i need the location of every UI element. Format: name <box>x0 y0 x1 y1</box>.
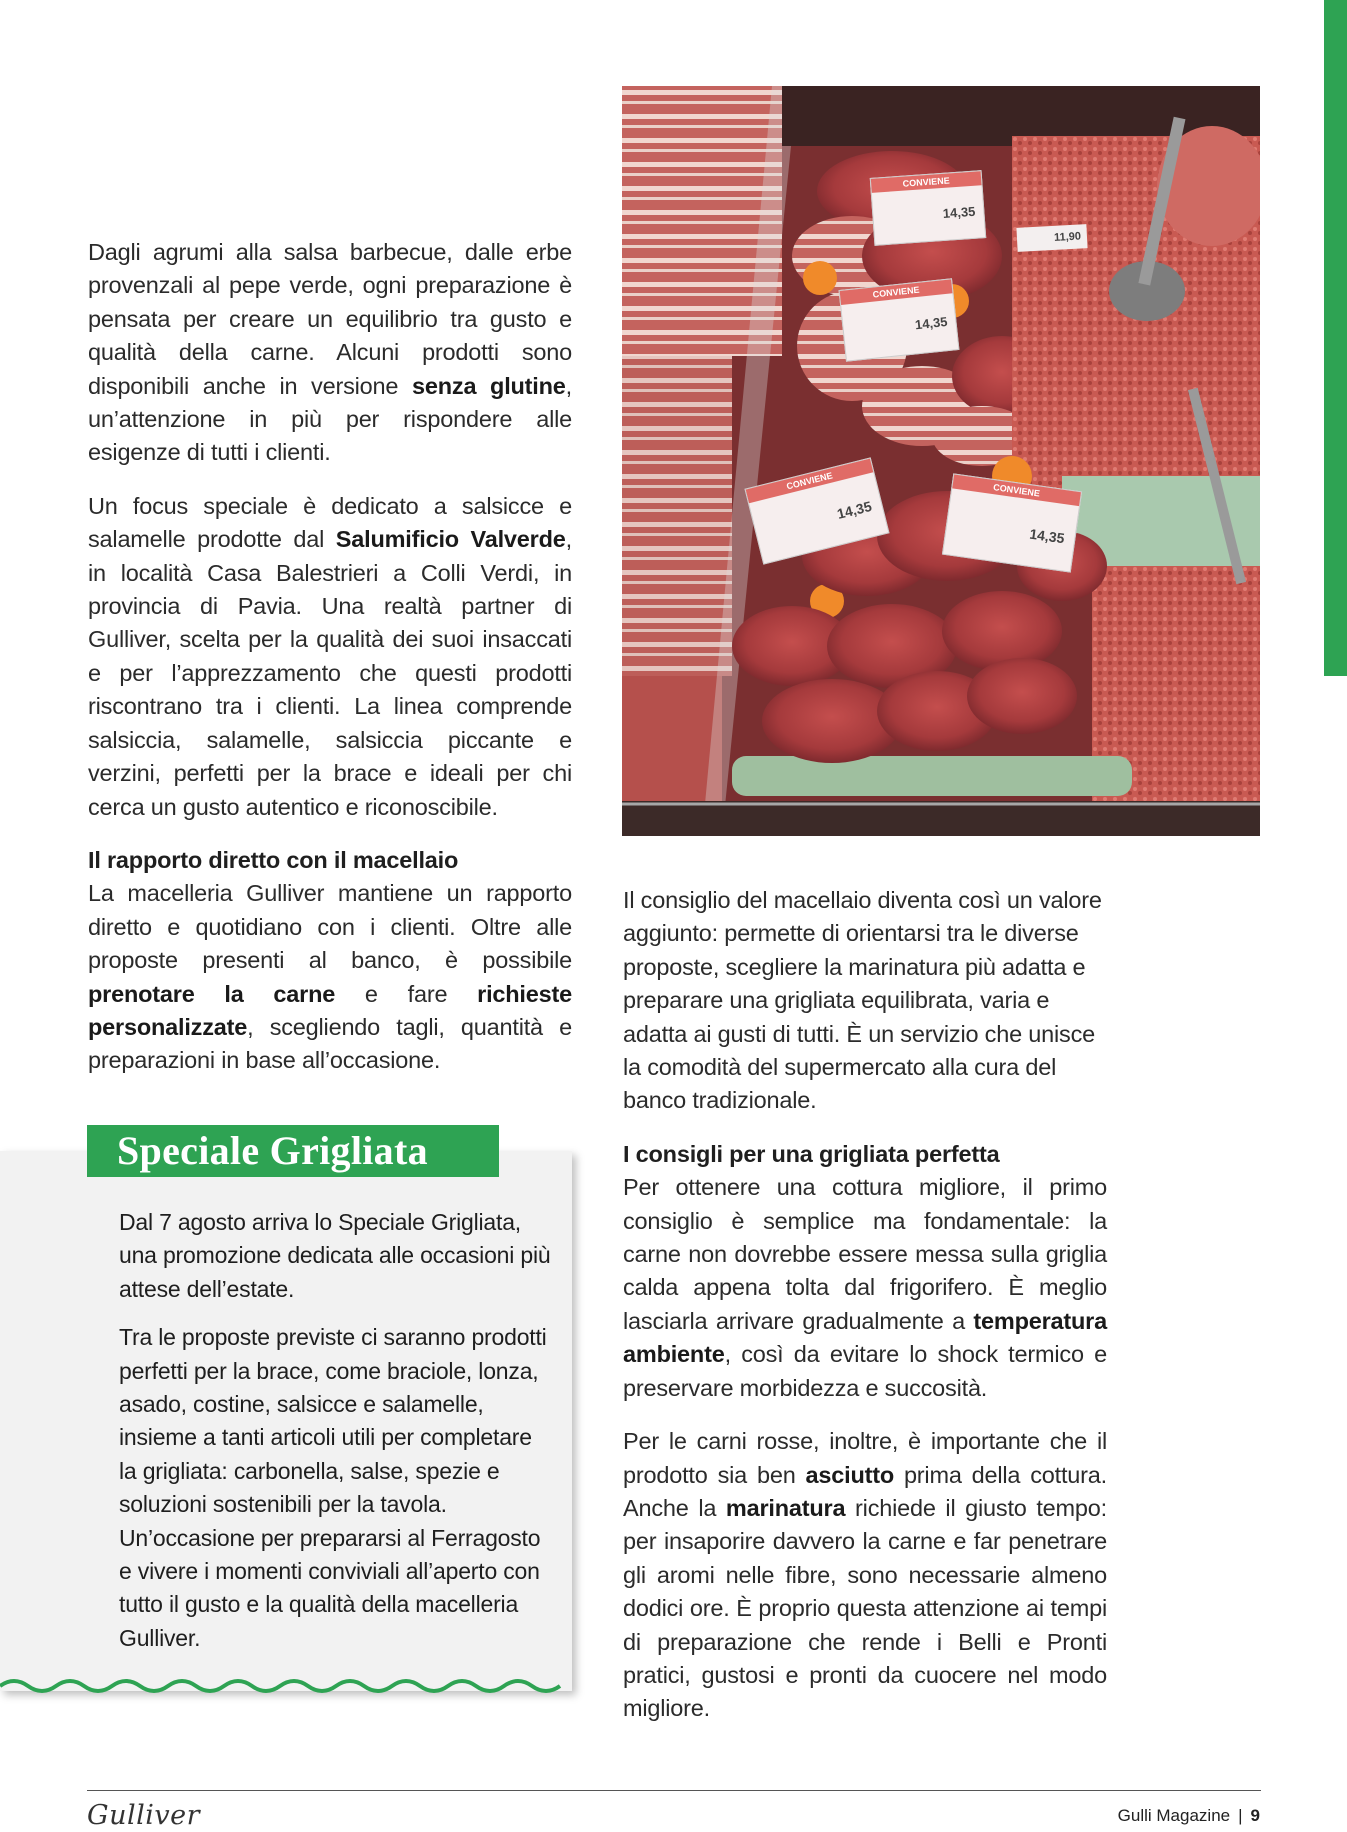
gulliver-logo: Gulliver <box>87 1800 201 1831</box>
promo-text <box>119 1206 551 1655</box>
right-column <box>623 884 1107 1726</box>
promo-paragraph: Dal 7 agosto arriva lo Speciale Grigliata, una promozione dedicata alle occasioni più attese dell’estate. <box>119 1209 551 1302</box>
edge-color-tab <box>1324 0 1347 676</box>
price-tag-price: 14,35 <box>914 313 949 333</box>
promo-paragraph: Tra le proposte previste ci saranno prodotti perfetti per la brace, come braciole, lonza, asado, costine, salsicce e salamelle, insieme a tanti articoli utili per completare la grigliata: carbonella, salse, spezie e soluzioni sostenibili per la tavola. Un’occasione per prepararsi al Ferragosto e vivere i momenti conviviali all’aperto con tutto il gusto e la qualità della macelleria Gulliver. <box>119 1324 547 1651</box>
price-tag <box>870 170 986 246</box>
price-tag-price: 14,35 <box>835 497 874 522</box>
paragraph: Per ottenere una cottura migliore, il primo consiglio è semplice ma fondamentale: la carne non dovrebbe essere messa sulla griglia calda appena tolta dal frigorifero. È meglio lasciarla arrivare gradualmente a temperatura ambiente, così da evitare lo shock termico e preservare morbidezza e succosità. <box>623 1174 1107 1401</box>
paragraph: La macelleria Gulliver mantiene un rapporto diretto e quotidiano con i clienti. Oltre alle proposte presenti al banco, è possibile prenotare la carne e fare richieste personalizzate, scegliendo tagli, quantità e preparazioni in base all’occasione. <box>88 880 572 1074</box>
section-heading: I consigli per una grigliata perfetta <box>623 1140 1000 1167</box>
left-column <box>88 236 572 1078</box>
section-heading: Il rapporto diretto con il macellaio <box>88 846 459 873</box>
footer-separator: | <box>1238 1806 1243 1825</box>
paragraph: Il consiglio del macellaio diventa così un valore aggiunto: permette di orientarsi tra le diverse proposte, scegliere la marinatura più adatta e preparare una grigliata equilibrata, varia e adatta ai gusti di tutti. È un servizio che unisce la comodità del supermercato alla cura del banco tradizionale. <box>623 887 1102 1114</box>
magazine-name: Gulli Magazine <box>1117 1806 1231 1825</box>
price-tag-brand: CONVIENE <box>952 474 1081 506</box>
price-tag-small: 11,90 <box>1016 224 1087 252</box>
price-tag-brand: CONVIENE <box>746 459 874 504</box>
paragraph: Per le carni rosse, inoltre, è importante che il prodotto sia ben asciutto prima della cottura. Anche la marinatura richiede il giusto tempo: per insaporire davvero la carne e far penetrare gli aromi nelle fibre, sono necessarie almeno dodici ore. È proprio questa attenzione ai tempi di preparazione che rende i Belli e Pronti pratici, gustosi e pronti da cuocere nel modo migliore. <box>623 1428 1107 1722</box>
green-wave-divider <box>0 1674 580 1698</box>
butcher-counter-photo <box>622 86 1260 836</box>
footer-page-info <box>1118 1806 1260 1826</box>
promo-title: Speciale Grigliata <box>87 1125 499 1177</box>
price-tag-brand: CONVIENE <box>871 171 982 193</box>
footer-rule <box>87 1790 1261 1791</box>
price-tag <box>839 278 960 362</box>
paragraph: Dagli agrumi alla salsa barbecue, dalle erbe provenzali al pepe verde, ogni preparazione è pensata per creare un equilibrio tra gusto e qualità della carne. Alcuni prodotti sono disponibili anche in versione senza glutine, un’attenzione in più per rispondere alle esigenze di tutti i clienti. <box>88 239 573 466</box>
paragraph: Un focus speciale è dedicato a salsicce e salamelle prodotte dal Salumificio Valverde, in località Casa Balestrieri a Colli Verdi, in provincia di Pavia. Una realtà partner di Gulliver, scelta per la qualità dei suoi insaccati e per l’apprezzamento che questi prodotti riscontrano tra i clienti. La linea comprende salsiccia, salamelle, salsiccia piccante e verzini, perfetti per la brace e ideali per chi cerca un gusto autentico e riconoscibile. <box>88 492 572 820</box>
price-tag-price: 14,35 <box>1028 525 1066 547</box>
page-number: 9 <box>1250 1806 1260 1825</box>
price-tag-brand: CONVIENE <box>840 279 953 305</box>
price-tag-price: 14,35 <box>942 203 976 221</box>
